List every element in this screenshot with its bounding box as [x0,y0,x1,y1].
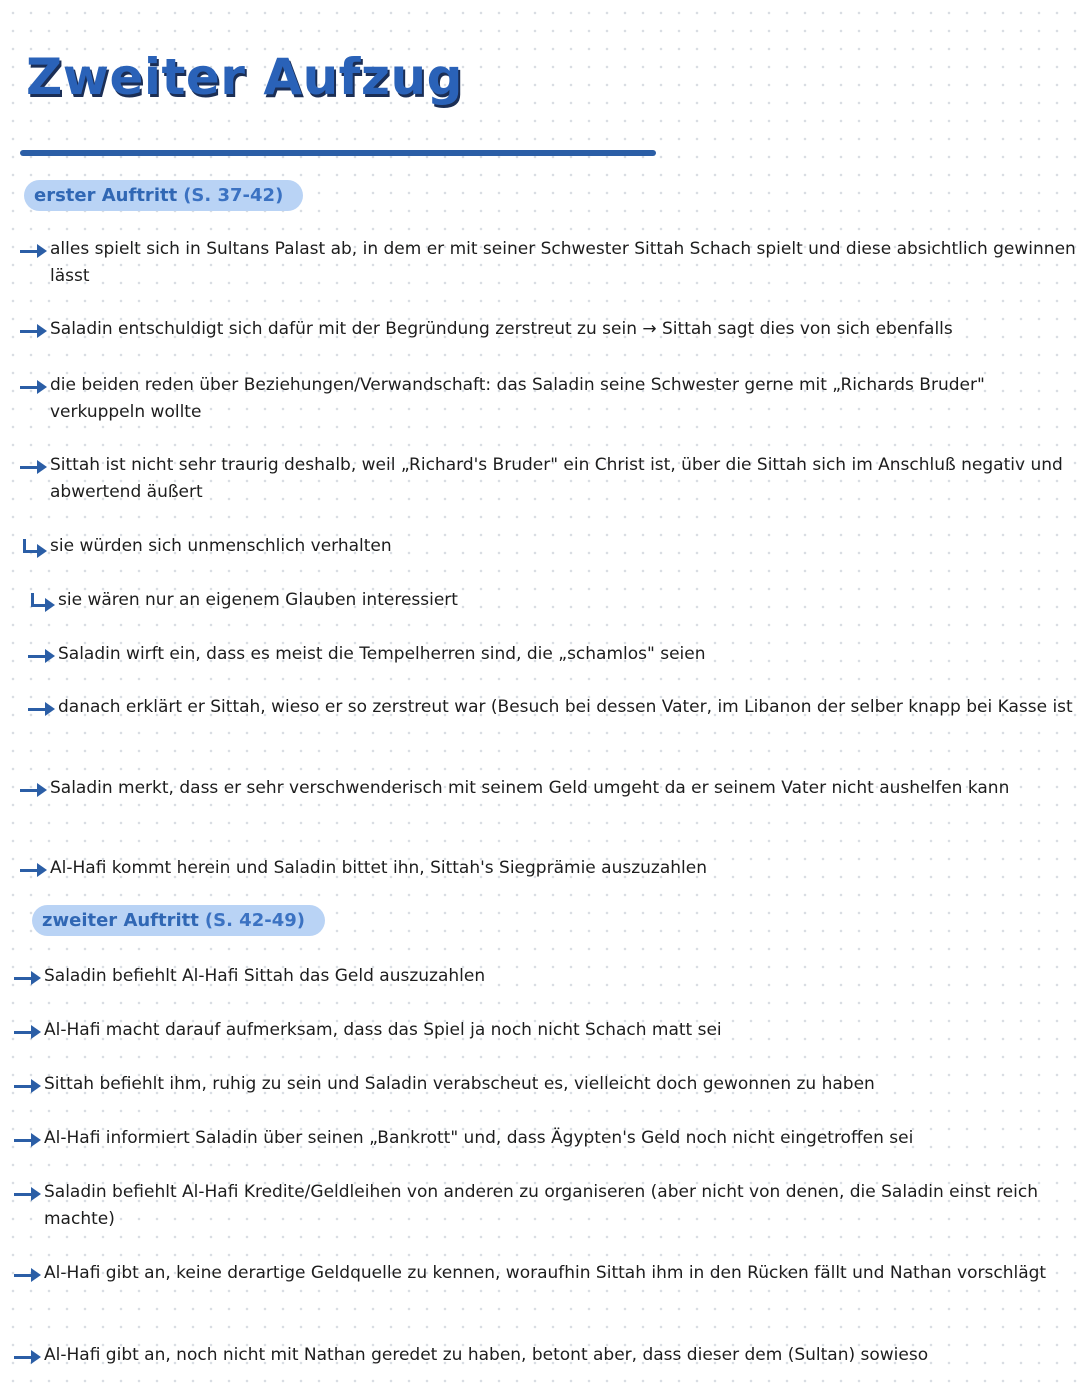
note-item [10,963,1070,990]
note-item [16,775,1076,802]
note-text: Al-Hafi gibt an, keine derartige Geldquelle zu kennen, woraufhin Sittah ihm in den Rücken fällt und Nathan vorschlägt [44,1263,1047,1283]
note-item-sub [16,533,1076,560]
note-item [24,694,1076,721]
arrow-right-icon [16,320,50,342]
note-text: die beiden reden über Beziehungen/Verwandschaft: das Saladin seine Schwester gerne mit „Richards Bruder" verkuppeln wollte [50,375,985,422]
arrow-right-icon [10,1264,44,1286]
note-text: danach erklärt er Sittah, wieso er so zerstreut war (Besuch bei dessen Vater, im Libanon der selber knapp bei Kasse ist [58,697,1073,717]
note-item [10,1017,1070,1044]
note-item [10,1125,1070,1152]
note-text: Sittah befiehlt ihm, ruhig zu sein und Saladin verabscheut es, vielleicht doch gewonnen zu haben [44,1074,875,1094]
note-item [10,1342,1070,1369]
section-pages: (S. 42-49) [204,910,305,931]
arrow-right-icon [10,1075,44,1097]
arrow-return-icon [16,537,50,559]
note-item [10,1260,1070,1287]
note-text: Sittah ist nicht sehr traurig deshalb, weil „Richard's Bruder" ein Christ ist, über die Sittah sich im Anschluß negativ und abwertend äußert [50,455,1063,502]
arrow-right-icon [10,967,44,989]
arrow-right-icon [10,1021,44,1043]
note-text: Saladin merkt, dass er sehr verschwenderisch mit seinem Geld umgeht da er seinem Vater nicht aushelfen kann [50,778,1010,798]
page-title: Zweiter Aufzug [26,48,463,106]
note-item [16,236,1076,290]
note-item [16,855,1076,882]
note-text: Saladin befiehlt Al-Hafi Kredite/Geldleihen von anderen zu organiseren (aber nicht von denen, die Saladin einst reich machte) [44,1182,1038,1229]
note-text: alles spielt sich in Sultans Palast ab, in dem er mit seiner Schwester Sittah Schach spielt und diese absichtlich gewinnen lässt [50,239,1076,286]
section-pages: (S. 37-42) [183,185,284,206]
arrow-right-icon [10,1346,44,1368]
section-label: erster Auftritt [34,185,178,206]
arrow-right-icon [10,1183,44,1205]
note-text: sie wären nur an eigenem Glauben interessiert [58,590,458,610]
note-item-sub [24,587,1080,614]
arrow-right-icon [24,645,58,667]
note-text: Saladin entschuldigt sich dafür mit der Begründung zerstreut zu sein → Sittah sagt dies von sich ebenfalls [50,319,953,339]
note-text: Al-Hafi informiert Saladin über seinen „Bankrott" und, dass Ägypten's Geld noch nicht eingetroffen sei [44,1128,914,1148]
note-text: Al-Hafi gibt an, noch nicht mit Nathan geredet zu haben, betont aber, dass dieser dem (Sultan) sowieso [44,1345,929,1365]
note-text: Saladin wirft ein, dass es meist die Tempelherren sind, die „schamlos" seien [58,644,706,664]
section-heading-2 [32,905,325,936]
note-item [10,1179,1070,1233]
section-heading-1 [24,180,303,211]
note-text: Al-Hafi macht darauf aufmerksam, dass das Spiel ja noch nicht Schach matt sei [44,1020,722,1040]
note-item [16,316,1076,343]
note-item [16,452,1076,506]
note-text: Saladin befiehlt Al-Hafi Sittah das Geld auszuzahlen [44,966,486,986]
note-item [24,641,1080,668]
arrow-right-icon [16,859,50,881]
arrow-right-icon [16,779,50,801]
arrow-right-icon [16,376,50,398]
arrow-right-icon [24,698,58,720]
arrow-right-icon [16,456,50,478]
arrow-right-icon [16,240,50,262]
arrow-return-icon [24,591,58,613]
note-text: sie würden sich unmenschlich verhalten [50,536,392,556]
note-item [10,1071,1070,1098]
title-underline [20,150,656,156]
note-item [16,372,1076,426]
note-text: Al-Hafi kommt herein und Saladin bittet ihn, Sittah's Siegprämie auszuzahlen [50,858,707,878]
arrow-right-icon [10,1129,44,1151]
section-label: zweiter Auftritt [42,910,199,931]
